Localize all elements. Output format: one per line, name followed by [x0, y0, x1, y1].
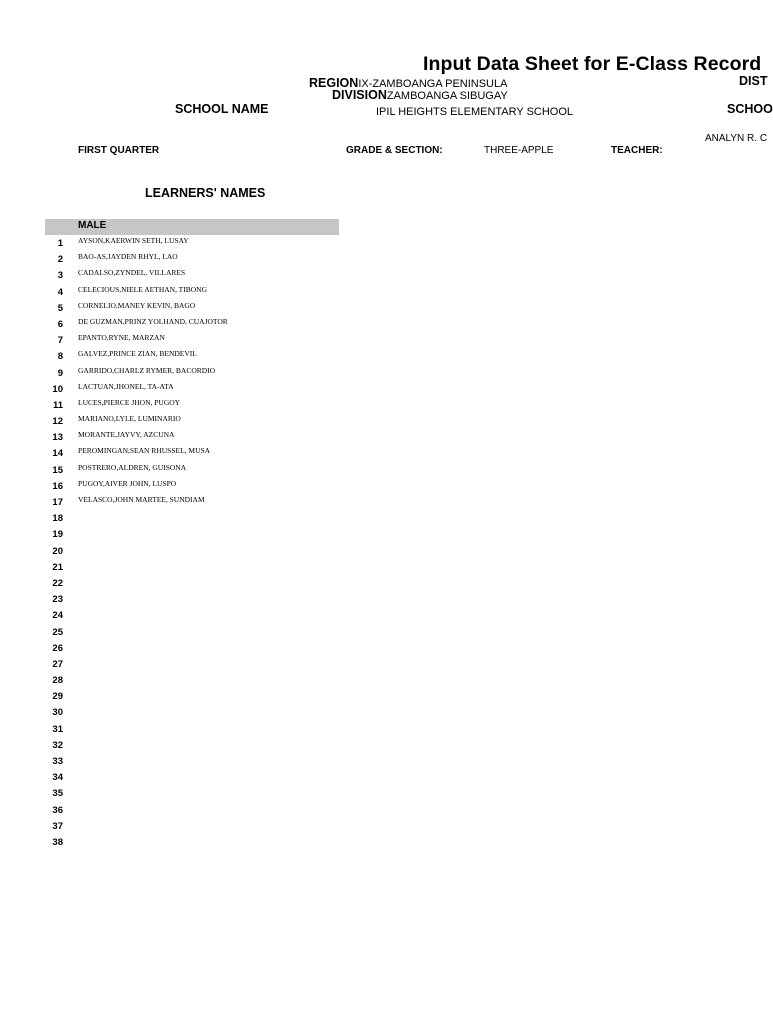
- row-number: 3: [57, 270, 63, 282]
- row-number: 18: [52, 513, 63, 525]
- list-item: [45, 624, 345, 640]
- list-item: [45, 640, 345, 656]
- list-item: [45, 785, 345, 801]
- school-id-label: SCHOO: [727, 102, 773, 116]
- row-number: 10: [52, 383, 63, 395]
- row-number: 38: [52, 836, 63, 848]
- division-value: ZAMBOANGA SIBUGAY: [386, 90, 508, 102]
- row-number: 22: [52, 577, 63, 589]
- learner-name[interactable]: VELASCO,JOHN MARTEE, SUNDIAM: [78, 495, 205, 504]
- list-item: [45, 235, 345, 251]
- row-number: 24: [52, 610, 63, 622]
- row-number: 17: [52, 497, 63, 508]
- row-number: 36: [52, 804, 63, 816]
- page-title: Input Data Sheet for E-Class Record: [423, 53, 762, 75]
- list-item: [45, 526, 345, 542]
- row-number: 34: [52, 772, 63, 784]
- region-label: REGION: [309, 76, 359, 90]
- learner-name[interactable]: EPANTO,RYNE, MARZAN: [78, 333, 165, 343]
- row-number: 25: [52, 626, 63, 638]
- row-number: 6: [57, 318, 63, 330]
- male-label: MALE: [78, 220, 107, 231]
- row-number: 21: [52, 561, 63, 573]
- division-label: DIVISION: [332, 88, 387, 102]
- list-item: [45, 753, 345, 769]
- list-item: [45, 397, 345, 413]
- region-value: IX-ZAMBOANGA PENINSULA: [358, 78, 508, 90]
- learner-name[interactable]: LACTUAN,JHONEL, TA-ATA: [78, 381, 174, 391]
- quarter-label: FIRST QUARTER: [78, 145, 160, 156]
- row-number: 11: [52, 399, 63, 411]
- list-item: [45, 510, 345, 526]
- row-number: 13: [52, 432, 63, 444]
- teacher-label: TEACHER:: [611, 145, 663, 156]
- row-number: 37: [52, 820, 63, 832]
- list-item: [45, 316, 345, 332]
- list-item: [45, 413, 345, 429]
- learner-name[interactable]: MORANTE,JAYVY, AZCUNA: [78, 430, 175, 440]
- division-row: [332, 86, 508, 104]
- learner-name[interactable]: AYSON,KAERWIN SETH, LUSAY: [78, 236, 189, 245]
- list-item: [45, 559, 345, 575]
- row-number: 19: [52, 529, 63, 541]
- teacher-name: ANALYN R. C: [705, 133, 768, 144]
- list-item: [45, 543, 345, 559]
- grade-section-value: THREE-APPLE: [484, 145, 554, 156]
- male-header-bar: [45, 219, 339, 235]
- list-item: [45, 769, 345, 785]
- row-number: 15: [52, 464, 63, 476]
- row-number: 16: [52, 480, 63, 492]
- row-number: 33: [52, 756, 63, 767]
- row-number: 31: [52, 723, 63, 735]
- list-item: [45, 818, 345, 834]
- district-label: DIST: [739, 74, 768, 88]
- row-number: 8: [57, 351, 63, 363]
- list-item: [45, 737, 345, 753]
- list-item: [45, 688, 345, 704]
- row-number: 26: [52, 642, 63, 654]
- row-number: 9: [57, 367, 63, 379]
- school-name-label: SCHOOL NAME: [175, 102, 269, 116]
- row-number: 1: [57, 238, 63, 249]
- learner-name[interactable]: GARRIDO,CHARLZ RYMER, BACORDIO: [78, 365, 216, 375]
- grade-section-label: GRADE & SECTION:: [346, 145, 443, 156]
- row-number: 2: [57, 254, 63, 266]
- row-number: 4: [57, 286, 63, 298]
- row-number: 5: [57, 302, 63, 314]
- row-number: 12: [52, 416, 63, 428]
- learner-name[interactable]: PUGOY,AIVER JOHN, LUSPO: [78, 478, 177, 488]
- list-item: [45, 591, 345, 607]
- row-number: 29: [52, 691, 63, 703]
- list-item: [45, 494, 345, 510]
- row-number: 27: [52, 658, 63, 670]
- learner-name[interactable]: LUCES,PIERCE JHON, PUGOY: [78, 397, 181, 407]
- school-name-value: IPIL HEIGHTS ELEMENTARY SCHOOL: [376, 106, 574, 118]
- list-item: [45, 656, 345, 672]
- learners-heading: LEARNERS' NAMES: [145, 186, 266, 200]
- list-item: [45, 284, 345, 300]
- list-item: [45, 672, 345, 688]
- row-number: 28: [52, 675, 63, 687]
- list-item: [45, 381, 345, 397]
- learners-list: [45, 235, 345, 850]
- learner-name[interactable]: BAO-AS,JAYDEN RHYL, LAO: [78, 252, 178, 262]
- list-item: [45, 300, 345, 316]
- learner-name[interactable]: CADALSO,ZYNDEL, VILLARES: [78, 268, 186, 278]
- list-item: [45, 607, 345, 623]
- learner-name[interactable]: GALVEZ,PRINCE ZIAN, BENDEVIL: [78, 349, 197, 359]
- list-item: [45, 834, 345, 850]
- list-item: [45, 462, 345, 478]
- list-item: [45, 365, 345, 381]
- row-number: 7: [57, 335, 63, 347]
- row-number: 14: [52, 448, 63, 460]
- list-item: [45, 478, 345, 494]
- learner-name[interactable]: PEROMINGAN,SEAN RHUSSEL, MUSA: [78, 446, 211, 456]
- list-item: [45, 332, 345, 348]
- list-item: [45, 348, 345, 364]
- row-number: 32: [52, 739, 63, 751]
- learner-name[interactable]: DE GUZMAN,PRINZ YOLHAND, CUAJOTOR: [78, 316, 228, 326]
- row-number: 30: [52, 707, 63, 719]
- learner-name[interactable]: CELECIOUS,NIELE AETHAN, TIBONG: [78, 284, 208, 294]
- list-item: [45, 721, 345, 737]
- list-item: [45, 802, 345, 818]
- list-item: [45, 575, 345, 591]
- row-number: 35: [52, 788, 63, 800]
- list-item: [45, 267, 345, 283]
- learner-name[interactable]: MARIANO,LYLE, LUMINARIO: [78, 414, 181, 424]
- row-number: 20: [52, 545, 63, 557]
- row-number: 23: [52, 594, 63, 606]
- list-item: [45, 251, 345, 267]
- learner-name[interactable]: CORNELIO,MANEY KEVIN, BAGO: [78, 300, 196, 310]
- learner-name[interactable]: POSTRERO,ALDREN, GUISONA: [78, 462, 187, 472]
- list-item: [45, 704, 345, 720]
- list-item: [45, 445, 345, 461]
- list-item: [45, 429, 345, 445]
